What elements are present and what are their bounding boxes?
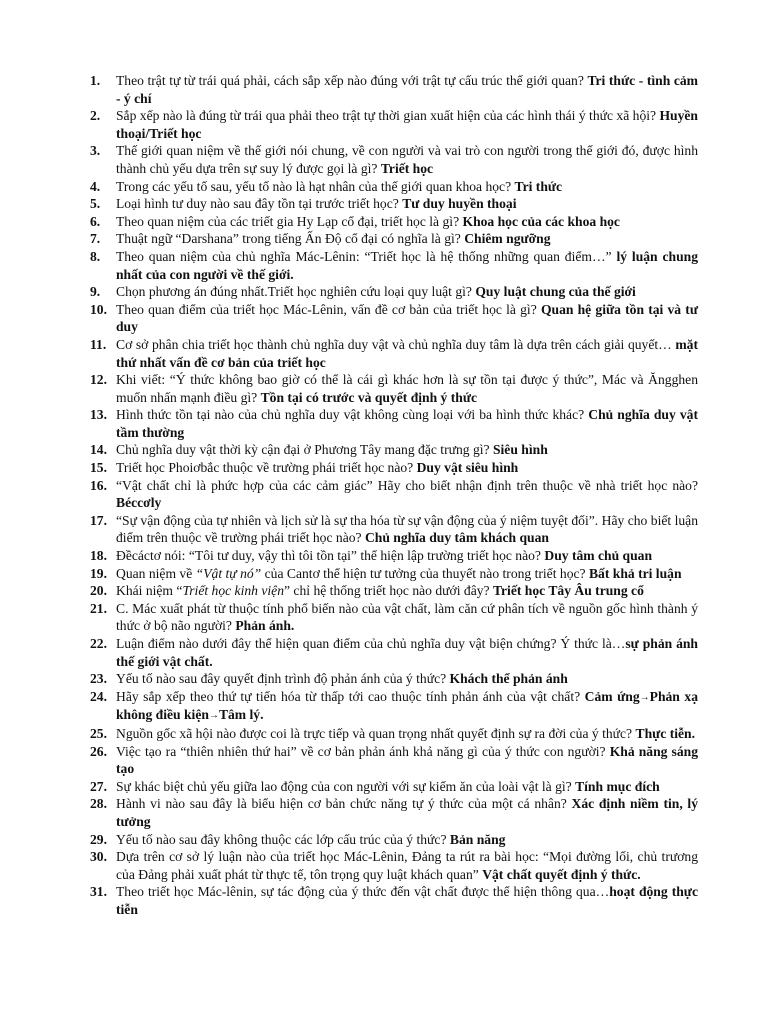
answer-text: Khách thể phản ánh (449, 671, 568, 687)
question-text: Hành vi nào sau đây là biểu hiện cơ bản chức năng tự ý thức của một cá nhân? (116, 796, 572, 812)
answer-text: Quy luật chung của thế giới (475, 284, 636, 300)
question-item (90, 406, 698, 441)
question-number: 8. (90, 248, 101, 264)
question-text: “Vật chất chỉ là phức hợp của các cảm giác” Hãy cho biết nhận định trên thuộc về nhà triết học nào? (116, 477, 698, 493)
answer-text: Quan hệ giữa tồn tại và tư duy (116, 301, 698, 335)
question-text: Dựa trên cơ sở lý luận nào của triết học Mác-Lênin, Đảng ta rút ra bài học: “Mọi đường lối, chủ trương của Đảng phải xuất phát từ thực tế, tôn trọng quy luật khách quan” (116, 849, 698, 882)
question-item (90, 248, 698, 283)
question-number: 16. (90, 477, 107, 493)
question-item (90, 778, 698, 796)
question-item (90, 459, 698, 477)
question-text: Chọn phương án đúng nhất.Triết học nghiên cứu loại quy luật gì? (116, 284, 476, 300)
answer-text: Xác định niềm tin, lý tưởng (116, 796, 698, 829)
answer-text: Tồn tại có trước và quyết định ý thức (260, 389, 478, 405)
answer-text: Chiêm ngưỡng (464, 231, 551, 247)
question-list (90, 72, 698, 919)
question-text: Khi viết: “Ý thức không bao giờ có thể là cái gì khác hơn là sự tồn tại được ý thức”, Mác và Ăngghen muốn nhấn mạnh điều gì? (116, 372, 698, 405)
question-number: 15. (90, 460, 107, 476)
question-text: của Cantơ thể hiện tư tưởng của thuyết nào trong triết học? (261, 565, 589, 581)
question-number: 26. (90, 743, 107, 759)
answer-text: Tâm lý. (218, 707, 264, 723)
italic-term: Triết học kinh viện (182, 583, 284, 599)
answer-text: Phản xạ không điều kiện (116, 688, 698, 723)
question-number: 4. (90, 178, 101, 194)
question-text: Loại hình tư duy nào sau đây tồn tại trước triết học? (116, 196, 403, 212)
question-number: 24. (90, 688, 107, 704)
question-text: Theo quan điểm của triết học Mác-Lênin, vấn đề cơ bản của triết học là gì? (116, 301, 541, 317)
question-number: 28. (90, 796, 107, 812)
question-text: “Sự vận động của tự nhiên và lịch sử là sự tha hóa từ sự vận động của ý niệm tuyệt đối”. Hãy cho biết luận điểm trên thuộc về trường phái triết học nào? (116, 512, 698, 546)
question-text: Việc tạo ra “thiên nhiên thứ hai” về cơ bản phản ánh khả năng gì của ý thức con người? (116, 743, 610, 759)
question-text: Hình thức tồn tại nào của chủ nghĩa duy vật không cùng loại với ba hình thức khác? (116, 407, 589, 423)
answer-text: Siêu hình (492, 442, 548, 458)
question-number: 30. (90, 849, 107, 865)
answer-text: Chủ nghĩa duy vật tầm thường (116, 407, 698, 440)
answer-text: Huyền thoại/Triết học (116, 108, 698, 141)
answer-text: mặt thứ nhất vấn đề cơ bản của triết học (116, 336, 698, 370)
arrow-icon: → (208, 710, 219, 722)
answer-text: Cảm ứng (584, 688, 640, 704)
question-text: Khái niệm “ (116, 583, 183, 599)
question-item (90, 670, 698, 688)
question-item (90, 213, 698, 231)
question-number: 13. (90, 407, 107, 423)
answer-text: Bất khả tri luận (588, 565, 682, 581)
question-number: 29. (90, 831, 107, 847)
question-text: Sự khác biệt chủ yếu giữa lao động của con người với sự kiếm ăn của loài vật là gì? (116, 778, 576, 794)
question-item (90, 230, 698, 248)
question-text: Cơ sở phân chia triết học thành chủ nghĩa duy vật và chủ nghĩa duy tâm là dựa trên cách giải quyết… (116, 336, 676, 352)
question-text: Theo quan niệm của chủ nghĩa Mác-Lênin: “Triết học là hệ thống những quan điểm…” (116, 248, 617, 264)
question-item (90, 195, 698, 213)
question-item (90, 831, 698, 849)
question-item (90, 283, 698, 301)
question-item (90, 547, 698, 565)
answer-text: Tư duy huyền thoại (402, 196, 517, 212)
answer-text: Khả năng sáng tạo (116, 743, 699, 777)
question-text: Trong các yếu tố sau, yếu tố nào là hạt nhân của thế giới quan khoa học? (116, 178, 515, 194)
question-text: Chủ nghĩa duy vật thời kỳ cận đại ở Phương Tây mang đặc trưng gì? (116, 442, 493, 458)
question-number: 1. (90, 73, 101, 88)
italic-term: “Vật tự nó” (195, 565, 262, 581)
question-item (90, 178, 698, 196)
question-number: 25. (90, 725, 107, 741)
question-number: 20. (90, 583, 107, 599)
answer-text: Thực tiễn. (635, 725, 696, 741)
answer-text: Vật chất quyết định ý thức. (482, 866, 641, 882)
question-item (90, 848, 698, 883)
answer-text: Triết học Tây Âu trung cổ (492, 583, 644, 599)
question-number: 11. (90, 336, 107, 352)
question-number: 9. (90, 284, 101, 300)
question-item (90, 883, 698, 918)
answer-text: Tri thức (514, 178, 563, 194)
question-number: 2. (90, 108, 101, 124)
answer-text: Tính mục đích (575, 778, 660, 794)
question-item (90, 477, 698, 512)
question-number: 21. (90, 600, 107, 616)
answer-text: Phản ánh. (235, 618, 295, 634)
answer-text: Bản năng (449, 831, 506, 847)
question-number: 10. (90, 301, 107, 317)
question-text: Thế giới quan niệm về thế giới nói chung, về con người và vai trò con người trong thế giới đó, được hình thành chủ yếu dựa trên sự suy lý được gọi là gì? (116, 143, 698, 176)
question-number: 14. (90, 442, 107, 458)
question-item (90, 743, 698, 778)
question-item (90, 107, 698, 142)
question-item (90, 301, 698, 336)
question-number: 18. (90, 548, 107, 564)
question-text: Yếu tố nào sau đây không thuộc các lớp cấu trúc của ý thức? (116, 831, 450, 847)
answer-text: Chủ nghĩa duy tâm khách quan (364, 530, 549, 546)
question-item (90, 565, 698, 583)
answer-text: Duy vật siêu hình (416, 460, 519, 476)
question-text: Luận điểm nào dưới đây thể hiện quan điểm của chủ nghĩa duy vật biện chứng? Ý thức là… (116, 636, 626, 651)
answer-text: lý luận chung nhất của con người về thế giới. (116, 248, 698, 282)
question-number: 22. (90, 636, 107, 651)
answer-text: Triết học (380, 160, 434, 176)
question-item (90, 600, 698, 635)
answer-text: Tri thức - tình cảm - ý chí (116, 73, 698, 106)
question-number: 27. (90, 778, 107, 794)
question-item (90, 441, 698, 459)
question-text: Sắp xếp nào là đúng từ trái qua phải theo trật tự thời gian xuất hiện của các hình thái ý thức xã hội? (116, 108, 660, 124)
question-item (90, 72, 698, 107)
question-text: Thuật ngữ “Darshana” trong tiếng Ấn Độ cổ đại có nghĩa là gì? (116, 231, 465, 247)
answer-text: Duy tâm chủ quan (544, 548, 653, 564)
question-number: 7. (90, 231, 101, 247)
question-text: Triết học Phoiơbắc thuộc về trường phái triết học nào? (116, 460, 417, 476)
question-item (90, 725, 698, 743)
question-number: 5. (90, 196, 101, 212)
question-item (90, 795, 698, 830)
question-text: C. Mác xuất phát từ thuộc tính phổ biến nào của vật chất, làm căn cứ phân tích về nguồn gốc hình thành ý thức ở bộ não người? (116, 600, 698, 634)
question-text: Hãy sắp xếp theo thứ tự tiến hóa từ thấp tới cao thuộc tính phản ánh của vật chất? (116, 688, 585, 704)
question-item (90, 371, 698, 406)
question-text: Theo quan niệm của các triết gia Hy Lạp cổ đại, triết học là gì? (116, 213, 463, 229)
question-number: 31. (90, 884, 107, 900)
question-number: 23. (90, 671, 107, 687)
question-item (90, 142, 698, 177)
question-text: Nguồn gốc xã hội nào được coi là trực tiếp và quan trọng nhất quyết định sự ra đời của ý thức? (116, 725, 636, 741)
question-number: 17. (90, 512, 107, 528)
question-number: 19. (90, 565, 107, 581)
question-item (90, 635, 698, 670)
question-text: Theo triết học Mác-lênin, sự tác động của ý thức đến vật chất được thể hiện thông qua… (116, 884, 610, 900)
question-item (90, 336, 698, 371)
question-number: 6. (90, 213, 101, 229)
answer-text: Khoa học của các khoa học (462, 213, 620, 229)
question-text: ” chỉ hệ thống triết học nào dưới đây? (284, 583, 493, 599)
question-text: Theo trật tự từ trái quá phải, cách sắp xếp nào đúng với trật tự cấu trúc thế giới quan? (116, 73, 588, 88)
question-text: Quan niệm về (116, 565, 196, 581)
question-number: 12. (90, 372, 107, 388)
question-number: 3. (90, 143, 101, 159)
question-item (90, 582, 698, 600)
question-text: Đềcáctơ nói: “Tôi tư duy, vậy thì tôi tồn tại” thể hiện lập trường triết học nào? (116, 548, 545, 564)
question-item (90, 512, 698, 547)
arrow-icon: → (639, 691, 650, 703)
answer-text: sự phản ánh thế giới vật chất. (116, 636, 698, 669)
answer-text: Béccơly (116, 495, 162, 511)
answer-text: hoạt động thực tiễn (116, 884, 698, 917)
question-item (90, 688, 698, 725)
question-text: Yếu tố nào sau đây quyết định trình độ phản ánh của ý thức? (116, 671, 450, 687)
